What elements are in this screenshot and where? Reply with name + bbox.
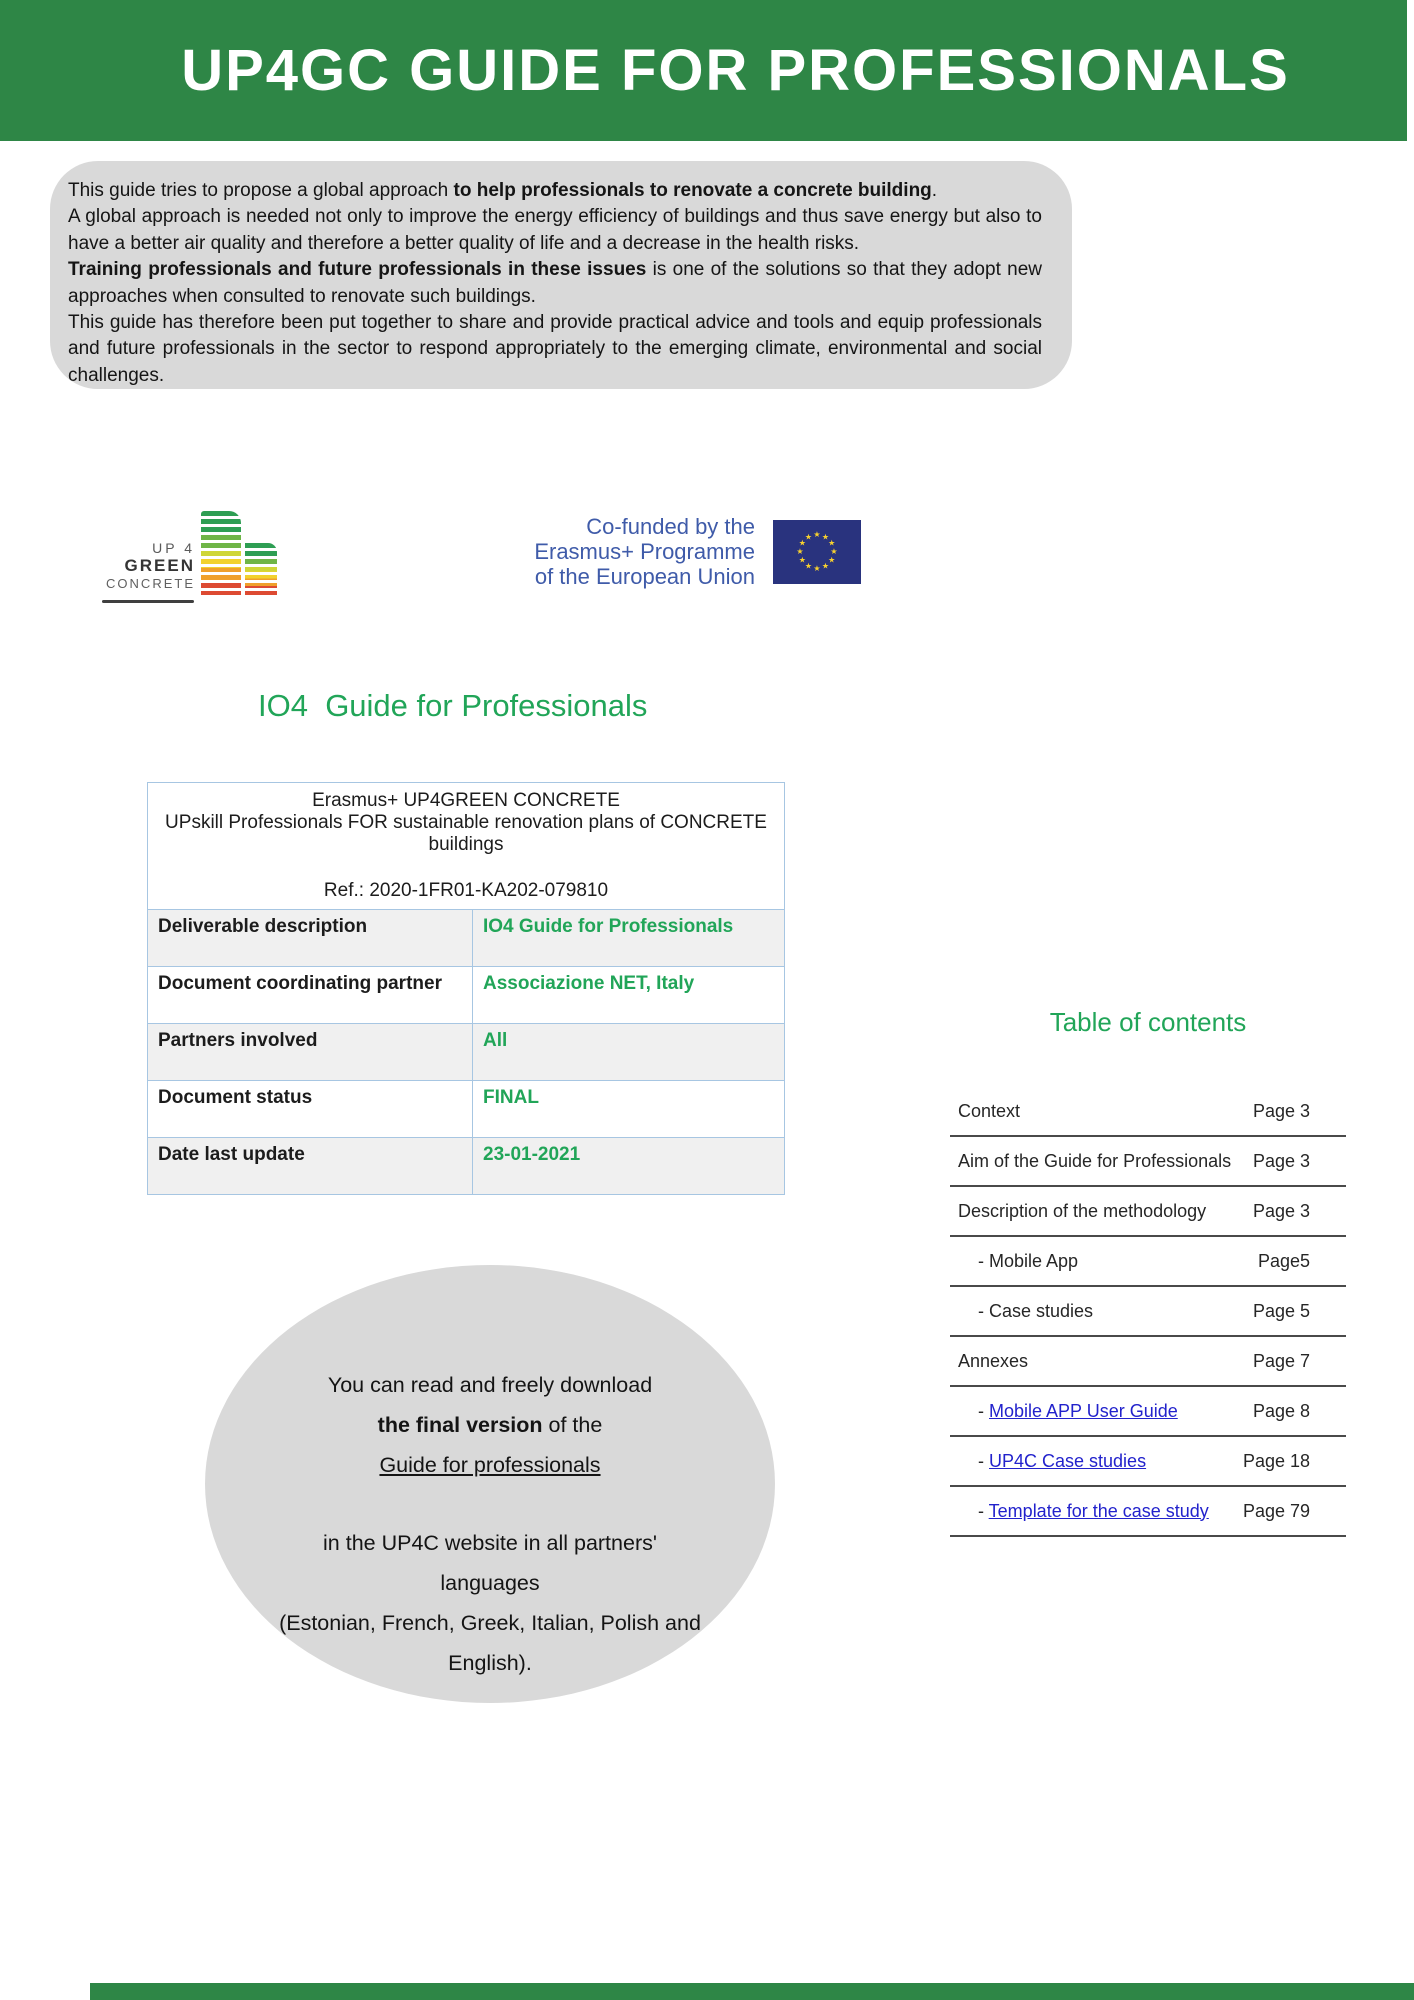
row-label: Deliverable description bbox=[148, 910, 473, 967]
svg-text:★: ★ bbox=[828, 538, 836, 547]
row-label: Document coordinating partner bbox=[148, 967, 473, 1024]
toc-item-template-case-study: - Template for the case study Page 79 bbox=[950, 1487, 1346, 1537]
toc-item-annexes: Annexes Page 7 bbox=[950, 1337, 1346, 1387]
svg-text:★: ★ bbox=[804, 531, 813, 541]
striped-tower-large-icon bbox=[201, 511, 241, 595]
toc-item-methodology: Description of the methodology Page 3 bbox=[950, 1187, 1346, 1237]
bubble-line-7: English). bbox=[448, 1651, 532, 1675]
table-row bbox=[148, 910, 785, 967]
table-row bbox=[148, 1081, 785, 1138]
bubble-line-1: You can read and freely download bbox=[327, 1373, 653, 1397]
intro-paragraph-4: This guide has therefore been put together to share and provide practical advice and tools and equip professionals and future professionals in the sector to respond appropriately to the emerging climate, environmental and social challenges. bbox=[68, 312, 1042, 386]
erasmus-cofunded-block bbox=[520, 514, 861, 589]
table-header-cell bbox=[148, 783, 785, 910]
toc-title: Table of contents bbox=[1049, 1007, 1247, 1037]
toc-list bbox=[950, 1087, 1346, 1537]
svg-text:★: ★ bbox=[821, 561, 830, 571]
row-value: Associazione NET, Italy bbox=[473, 967, 785, 1024]
svg-text:★: ★ bbox=[821, 531, 830, 541]
svg-text:★: ★ bbox=[796, 546, 804, 556]
svg-text:★: ★ bbox=[804, 561, 813, 571]
row-label: Document status bbox=[148, 1081, 473, 1138]
striped-tower-small-icon bbox=[245, 543, 277, 595]
toc-link-up4c-case-studies[interactable]: UP4C Case studies bbox=[989, 1450, 1147, 1471]
project-title-line2: UPskill Professionals FOR sustainable renovation plans of CONCRETE buildings bbox=[165, 812, 767, 855]
bubble-line-6: (Estonian, French, Greek, Italian, Polish and bbox=[279, 1611, 701, 1635]
row-value: 23-01-2021 bbox=[473, 1138, 785, 1195]
toc-item-aim: Aim of the Guide for Professionals Page 3 bbox=[950, 1137, 1346, 1187]
svg-text:★: ★ bbox=[813, 563, 821, 573]
row-value: All bbox=[473, 1024, 785, 1081]
up4gc-logo-text: UP 4 GREEN CONCRETE bbox=[106, 540, 195, 591]
svg-text:★: ★ bbox=[828, 555, 836, 564]
toc-item-mobile-app-user-guide: - Mobile APP User Guide Page 8 bbox=[950, 1387, 1346, 1437]
bubble-line-5: languages bbox=[440, 1571, 540, 1595]
intro-box bbox=[50, 161, 1072, 389]
intro-paragraph-1: This guide tries to propose a global approach to help professionals to renovate a concrete building. bbox=[68, 180, 938, 201]
page-title: UP4GC GUIDE FOR PROFESSIONALS bbox=[181, 38, 1290, 103]
section-title: IO4 Guide for Professionals bbox=[258, 688, 648, 723]
footer-bar bbox=[90, 1983, 1414, 2000]
toc-link-mobile-app-user-guide[interactable]: Mobile APP User Guide bbox=[989, 1400, 1178, 1421]
toc-item-up4c-case-studies: - UP4C Case studies Page 18 bbox=[950, 1437, 1346, 1487]
bubble-line-3 bbox=[205, 1445, 775, 1485]
project-title-line1: Erasmus+ UP4GREEN CONCRETE bbox=[312, 790, 620, 811]
intro-paragraph-2: A global approach is needed not only to improve the energy efficiency of buildings and thus save energy but also to have a better air quality and therefore a better quality of life and a decrease in the health risks. bbox=[68, 206, 1042, 254]
bubble-line-4: in the UP4C website in all partners' bbox=[323, 1531, 657, 1555]
svg-text:★: ★ bbox=[830, 546, 838, 556]
project-reference: Ref.: 2020-1FR01-KA202-079810 bbox=[323, 880, 609, 901]
toc-link-template-case-study[interactable]: Template for the case study bbox=[988, 1500, 1209, 1521]
toc-item-context: Context Page 3 bbox=[950, 1087, 1346, 1137]
table-header-row bbox=[148, 783, 785, 910]
up4green-concrete-logo bbox=[100, 505, 300, 595]
erasmus-cofunded-text: Co-funded by the Erasmus+ Programme of the European Union bbox=[534, 514, 755, 589]
download-info-bubble bbox=[205, 1265, 775, 1703]
table-row bbox=[148, 1024, 785, 1081]
svg-text:★: ★ bbox=[813, 529, 821, 539]
table-row bbox=[148, 967, 785, 1024]
row-value: IO4 Guide for Professionals bbox=[473, 910, 785, 967]
bubble-gap bbox=[205, 1485, 775, 1523]
logo-underline bbox=[102, 600, 194, 603]
toc-item-case-studies: - Case studies Page 5 bbox=[950, 1287, 1346, 1337]
header-banner bbox=[0, 0, 1407, 141]
toc-item-mobile-app: - Mobile App Page5 bbox=[950, 1237, 1346, 1287]
svg-text:★: ★ bbox=[798, 555, 806, 564]
row-label: Date last update bbox=[148, 1138, 473, 1195]
row-value: FINAL bbox=[473, 1081, 785, 1138]
guide-for-professionals-link[interactable]: Guide for professionals bbox=[379, 1453, 601, 1477]
table-row bbox=[148, 1138, 785, 1195]
bubble-line-2: the final version of the bbox=[377, 1413, 603, 1437]
row-label: Partners involved bbox=[148, 1024, 473, 1081]
energy-rating-buildings-icon bbox=[201, 511, 277, 595]
table-of-contents bbox=[950, 1007, 1346, 1537]
eu-flag-icon bbox=[773, 520, 861, 584]
intro-paragraph-3: Training professionals and future professionals in these issues is one of the solutions so that they adopt new approaches when consulted to renovate such buildings. bbox=[68, 259, 1042, 307]
svg-text:★: ★ bbox=[798, 538, 806, 547]
document-info-table bbox=[147, 782, 785, 1195]
